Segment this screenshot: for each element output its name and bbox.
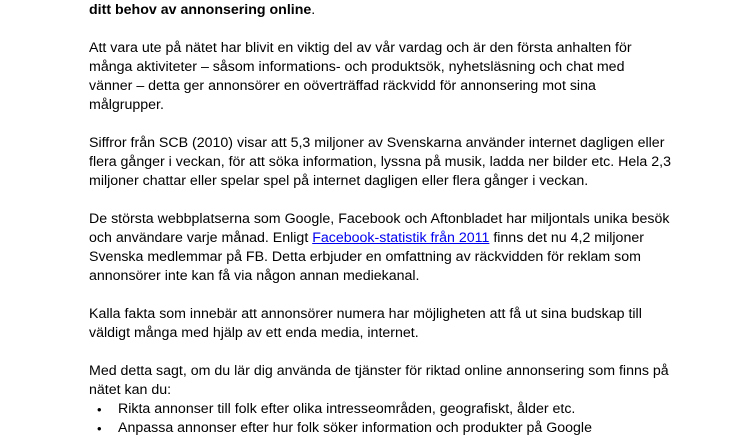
paragraph-line: målgrupper.: [89, 97, 164, 113]
intro-bold-text: ditt behov av annonsering online: [89, 2, 312, 18]
paragraph-line: väldigt många med hjälp av ett enda media, internet.: [89, 325, 419, 341]
intro-suffix: .: [311, 2, 316, 18]
paragraph-line: Siffror från SCB (2010) visar att 5,3 miljoner av Svenskarna använder internet dagligen eller: [89, 135, 665, 151]
list-item: [89, 419, 689, 438]
list-item-text: Rikta annonser till folk efter olika intresseområden, geografiskt, ålder etc.: [118, 401, 576, 417]
paragraph-scb-statistics: [89, 134, 689, 191]
bullet-list: [89, 400, 689, 438]
paragraph-line: annonsörer inte kan få via någon annan mediekanal.: [89, 268, 420, 284]
paragraph-line: många aktiviteter – såsom informations- och produktsök, nyhetsläsning och chat med: [89, 59, 625, 75]
intro-paragraph: [89, 1, 689, 20]
paragraph-line: nätet kan du:: [89, 382, 172, 398]
intro-line: [89, 1, 689, 20]
paragraph-line: Svenska medlemmar på FB. Detta erbjuder en omfattning av räckvidden för reklam som: [89, 249, 641, 265]
paragraph-largest-websites: [89, 210, 689, 286]
paragraph-line: Att vara ute på nätet har blivit en viktig del av vår vardag och är den första anhalten för: [89, 40, 632, 56]
paragraph-line: flera gånger i veckan, för att söka information, lyssna på musik, ladda ner bilder etc. Hela 2,3: [89, 154, 671, 170]
paragraph-line: De största webbplatserna som Google, Facebook och Aftonbladet har miljontals unika besök: [89, 211, 670, 227]
list-item-text: Anpassa annonser efter hur folk söker information och produkter på Google: [118, 420, 592, 436]
paragraph-online-presence: [89, 39, 689, 115]
paragraph-cold-facts: [89, 305, 689, 343]
bullet-icon: •: [97, 402, 102, 417]
paragraph-line: vänner – detta ger annonsörer en oöverträffad räckvidd för annonsering mot sina: [89, 78, 596, 94]
paragraph-line-with-link: [89, 229, 689, 248]
paragraph-with-this-said: [89, 362, 689, 400]
paragraph-line: miljoner chattar eller spelar spel på internet dagligen eller flera gånger i veckan.: [89, 173, 589, 189]
link-prefix-text: och användare varje månad. Enligt: [89, 230, 313, 246]
facebook-statistics-link[interactable]: Facebook-statistik från 2011: [312, 230, 490, 246]
link-suffix-text: finns det nu 4,2 miljoner: [489, 230, 644, 246]
paragraph-line: Kalla fakta som innebär att annonsörer numera har möjligheten att få ut sina budskap till: [89, 306, 642, 322]
document-body: [89, 1, 689, 438]
list-item: [89, 400, 689, 419]
paragraph-line: Med detta sagt, om du lär dig använda de tjänster för riktad online annonsering som finns på: [89, 363, 669, 379]
bullet-icon: •: [97, 421, 102, 436]
